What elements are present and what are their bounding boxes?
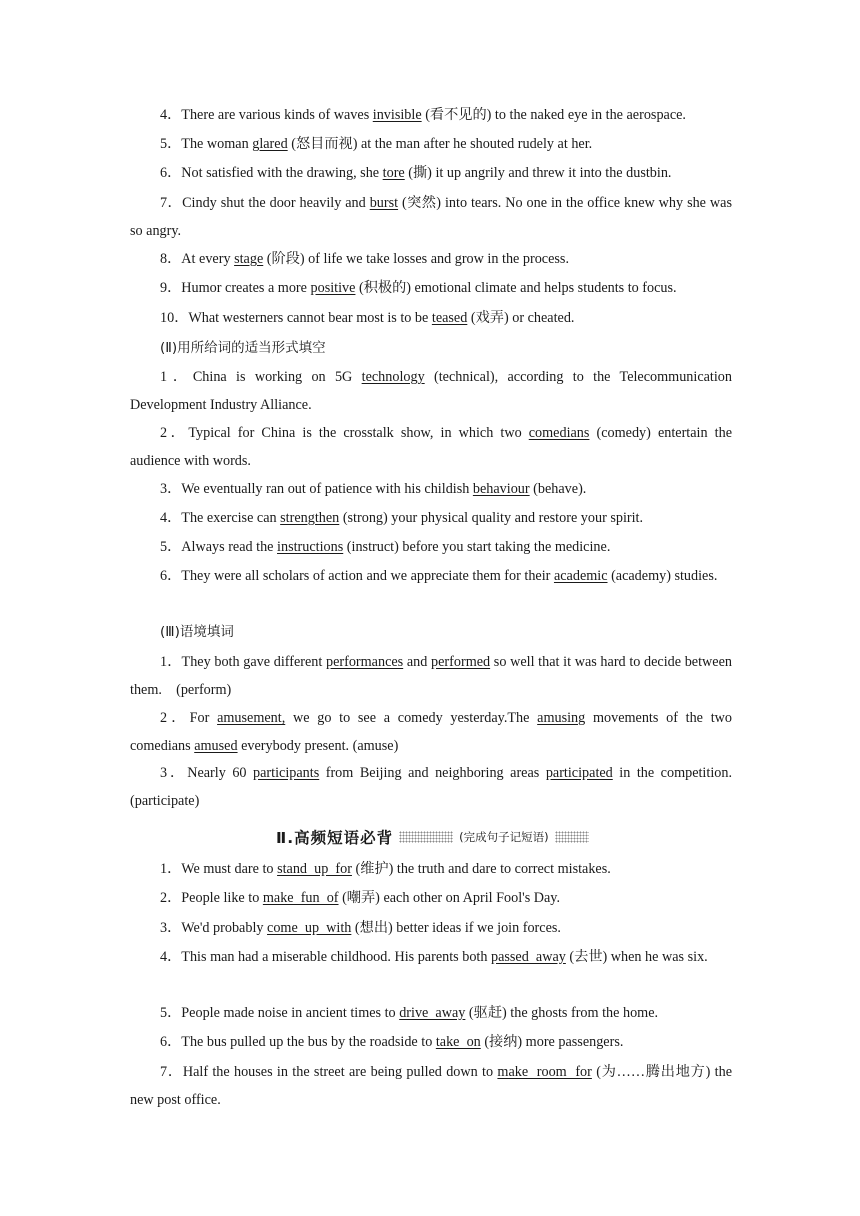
- answer-word: technology: [361, 369, 425, 385]
- answer-phrase: make fun of: [262, 890, 339, 906]
- exercise-item: [130, 189, 732, 245]
- answer-phrase: drive away: [399, 1005, 466, 1021]
- exercise-item: [130, 999, 732, 1027]
- item-number: 1．: [160, 861, 182, 877]
- answer-word: academic: [553, 568, 608, 584]
- item-text: we go to see a comedy yesterday.The: [285, 710, 538, 726]
- item-text: We'd probably: [181, 920, 268, 936]
- item-text: (撕) it up angrily and threw it into the dustbin.: [404, 165, 672, 181]
- item-text: movements of the two comedians: [130, 710, 732, 754]
- item-number: 2．: [160, 890, 182, 906]
- exercise-item: [130, 562, 732, 590]
- exercise-item: [130, 533, 732, 561]
- exercise-item: [130, 914, 732, 942]
- exercise-item: [130, 943, 732, 971]
- item-number: 10．: [160, 310, 189, 326]
- item-text: (想出) better ideas if we join forces.: [351, 920, 561, 936]
- item-number: 4．: [160, 510, 182, 526]
- item-number: 5．: [160, 1005, 182, 1021]
- answer-word: positive: [310, 280, 356, 296]
- answer-phrase: make room for: [497, 1064, 592, 1080]
- answer-word: amused: [194, 738, 238, 754]
- answer-phrase: take on: [435, 1034, 481, 1050]
- section-heading: [276, 826, 589, 848]
- item-number: 8．: [160, 251, 182, 267]
- item-text: The bus pulled up the bus by the roadside to: [181, 1034, 436, 1050]
- answer-word: teased: [431, 310, 468, 326]
- exercise-item: [130, 1028, 732, 1056]
- item-number: 4．: [160, 107, 182, 123]
- exercise-item: [130, 648, 732, 704]
- item-text: For: [189, 710, 218, 726]
- exercise-item: [130, 304, 732, 332]
- item-text: Always read the: [181, 539, 278, 555]
- answer-word: invisible: [372, 107, 422, 123]
- item-number: 7．: [160, 1064, 183, 1080]
- exercise-item: [130, 101, 732, 129]
- subsection-heading: (Ⅲ)语境填词: [160, 624, 234, 640]
- item-text: so well that it was hard to decide between them. (perform): [130, 654, 732, 698]
- subsection-heading: (Ⅱ)用所给词的适当形式填空: [160, 340, 326, 356]
- item-number: 6．: [160, 568, 182, 584]
- item-text: (behave).: [529, 481, 587, 497]
- item-text: We eventually ran out of patience with his childish: [181, 481, 473, 497]
- item-text: Cindy shut the door heavily and: [182, 195, 370, 211]
- answer-word: instructions: [277, 539, 344, 555]
- item-text: (academy) studies.: [607, 568, 718, 584]
- item-text: (积极的) emotional climate and helps students to focus.: [355, 280, 677, 296]
- item-text: China is working on 5G: [192, 369, 362, 385]
- answer-phrase: passed away: [491, 949, 566, 965]
- answer-word: strengthen: [280, 510, 340, 526]
- exercise-item: [130, 884, 732, 912]
- item-text: People made noise in ancient times to: [181, 1005, 400, 1021]
- item-text: People like to: [181, 890, 263, 906]
- item-text: (突然) into tears. No one in the office knew why she was so angry.: [130, 195, 732, 239]
- exercise-item: [130, 704, 732, 760]
- answer-word: tore: [382, 165, 405, 181]
- item-number: 7．: [160, 195, 183, 211]
- item-text: (阶段) of life we take losses and grow in the process.: [263, 251, 569, 267]
- item-number: 6．: [160, 165, 182, 181]
- item-text: (为……腾出地方) the new post office.: [130, 1064, 732, 1108]
- answer-word: performed: [431, 654, 491, 670]
- item-number: 1．: [160, 654, 182, 670]
- item-text: (看不见的) to the naked eye in the aerospace.: [421, 107, 686, 123]
- item-number: 3．: [160, 481, 182, 497]
- exercise-item: [130, 419, 732, 475]
- item-number: 2．: [160, 425, 189, 441]
- exercise-item: [130, 130, 732, 158]
- exercise-item: [130, 855, 732, 883]
- item-text: They both gave different: [181, 654, 326, 670]
- item-text: Half the houses in the street are being pulled down to: [182, 1064, 498, 1080]
- section-title: Ⅱ.高频短语必背: [276, 829, 394, 847]
- item-number: 5．: [160, 136, 182, 152]
- item-number: 6．: [160, 1034, 182, 1050]
- item-text: (怒目而视) at the man after he shouted rudely at her.: [287, 136, 593, 152]
- item-text: (驱赶) the ghosts from the home.: [465, 1005, 659, 1021]
- answer-word: amusing: [537, 710, 586, 726]
- item-text: Typical for China is the crosstalk show, in which two: [188, 425, 529, 441]
- exercise-item: [130, 475, 732, 503]
- item-text: (嘲弄) each other on April Fool's Day.: [338, 890, 561, 906]
- exercise-item: [130, 274, 732, 302]
- item-text: (接纳) more passengers.: [480, 1034, 624, 1050]
- item-text: (去世) when he was six.: [565, 949, 708, 965]
- exercise-item: [130, 159, 732, 187]
- section-note: (完成句子记短语): [459, 830, 549, 844]
- answer-word: performances: [325, 654, 404, 670]
- item-text: What westerners cannot bear most is to be: [188, 310, 432, 326]
- item-text: Humor creates a more: [181, 280, 311, 296]
- item-text: The woman: [181, 136, 253, 152]
- item-number: 1．: [160, 369, 193, 385]
- answer-word: participants: [253, 765, 320, 781]
- item-text: We must dare to: [181, 861, 278, 877]
- answer-phrase: stand up for: [277, 861, 352, 877]
- item-text: At every: [181, 251, 235, 267]
- item-number: 4．: [160, 949, 182, 965]
- answer-phrase: come up with: [267, 920, 352, 936]
- item-text: and: [403, 654, 432, 670]
- item-text: Nearly 60: [187, 765, 254, 781]
- item-text: in the competition. (participate): [130, 765, 732, 809]
- exercise-item: [130, 759, 732, 815]
- item-number: 5．: [160, 539, 182, 555]
- item-text: from Beijing and neighboring areas: [319, 765, 546, 781]
- item-text: (technical), according to the Telecommunication Development Industry Alliance.: [130, 369, 732, 413]
- item-text: They were all scholars of action and we appreciate them for their: [181, 568, 554, 584]
- item-number: 3．: [160, 920, 182, 936]
- answer-word: glared: [252, 136, 288, 152]
- exercise-item: [130, 504, 732, 532]
- item-number: 2．: [160, 710, 190, 726]
- item-text: (strong) your physical quality and restore your spirit.: [339, 510, 644, 526]
- answer-word: comedians: [528, 425, 590, 441]
- exercise-item: [130, 245, 732, 273]
- answer-word: stage: [234, 251, 264, 267]
- item-text: The exercise can: [181, 510, 281, 526]
- item-text: Not satisfied with the drawing, she: [181, 165, 383, 181]
- exercise-item: [130, 1058, 732, 1114]
- item-text: This man had a miserable childhood. His parents both: [181, 949, 491, 965]
- dotted-decoration: [399, 831, 453, 843]
- item-text: everybody present. (amuse): [237, 738, 399, 754]
- item-number: 3．: [160, 765, 188, 781]
- item-text: (戏弄) or cheated.: [467, 310, 575, 326]
- item-number: 9．: [160, 280, 182, 296]
- answer-word: burst: [369, 195, 399, 211]
- answer-word: amusement,: [217, 710, 286, 726]
- item-text: There are various kinds of waves: [181, 107, 373, 123]
- dotted-decoration: [555, 831, 589, 843]
- answer-word: behaviour: [472, 481, 530, 497]
- item-text: (instruct) before you start taking the medicine.: [343, 539, 611, 555]
- item-text: (comedy) entertain the audience with words.: [130, 425, 732, 469]
- item-text: (维护) the truth and dare to correct mistakes.: [351, 861, 611, 877]
- exercise-item: [130, 363, 732, 419]
- answer-word: participated: [545, 765, 613, 781]
